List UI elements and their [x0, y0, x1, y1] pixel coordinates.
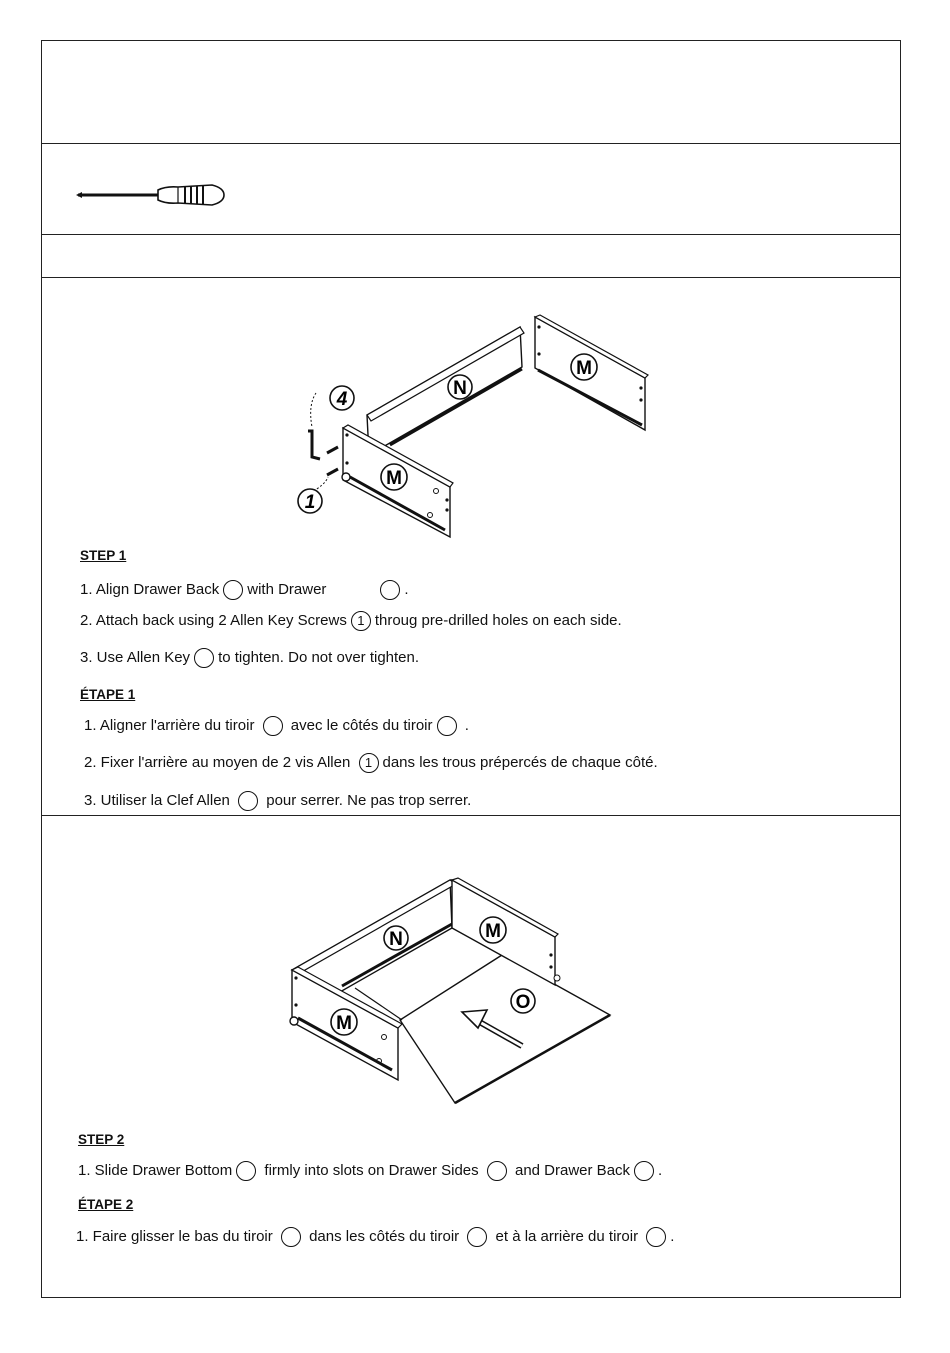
label-o: O [515, 992, 531, 1013]
part-circle [467, 1227, 487, 1247]
divider [41, 143, 901, 144]
label-screw: 1 [304, 492, 316, 513]
label-m-back: M [485, 921, 501, 942]
divider [41, 815, 901, 816]
part-circle [236, 1161, 256, 1181]
part-circle [646, 1227, 666, 1247]
screw-number-circle: 1 [351, 611, 371, 631]
label-n: N [453, 378, 467, 399]
assembly-diagram-step1 [290, 305, 670, 545]
etape1-line2: 2. Fixer l'arrière au moyen de 2 vis Allen 1 dans les trous prépercés de chaque côté. [84, 753, 658, 773]
screw-number-circle: 1 [359, 753, 379, 773]
assembly-diagram-step2 [280, 870, 620, 1110]
divider [41, 277, 901, 278]
part-circle [380, 580, 400, 600]
part-circle [223, 580, 243, 600]
part-circle [634, 1161, 654, 1181]
part-circle [194, 648, 214, 668]
etape2-line1: 1. Faire glisser le bas du tiroir dans les côtés du tiroir et à la arrière du tiroir . [76, 1227, 674, 1247]
divider [41, 234, 901, 235]
step2-heading: STEP 2 [78, 1132, 125, 1147]
label-n: N [389, 929, 403, 950]
screwdriver-icon [74, 180, 229, 212]
part-circle [281, 1227, 301, 1247]
etape2-heading: ÉTAPE 2 [78, 1197, 134, 1212]
label-allen-key: 4 [336, 389, 348, 410]
etape1-line1: 1. Aligner l'arrière du tiroir avec le côtés du tiroir . [84, 716, 469, 736]
etape1-line3: 3. Utiliser la Clef Allen pour serrer. Ne pas trop serrer. [84, 791, 471, 811]
label-m-right: M [576, 358, 592, 379]
step1-line1: 1. Align Drawer Back with Drawer . [80, 580, 409, 600]
label-m-front: M [386, 468, 402, 489]
label-m-front: M [336, 1013, 352, 1034]
step1-heading: STEP 1 [80, 548, 127, 563]
step2-line1: 1. Slide Drawer Bottom firmly into slots on Drawer Sides and Drawer Back . [78, 1161, 662, 1181]
step1-line3: 3. Use Allen Key to tighten. Do not over tighten. [80, 648, 419, 668]
step1-line2: 2. Attach back using 2 Allen Key Screws 1 throug pre-drilled holes on each side. [80, 611, 622, 631]
part-circle [437, 716, 457, 736]
part-circle [238, 791, 258, 811]
etape1-heading: ÉTAPE 1 [80, 687, 136, 702]
part-circle [487, 1161, 507, 1181]
part-circle [263, 716, 283, 736]
